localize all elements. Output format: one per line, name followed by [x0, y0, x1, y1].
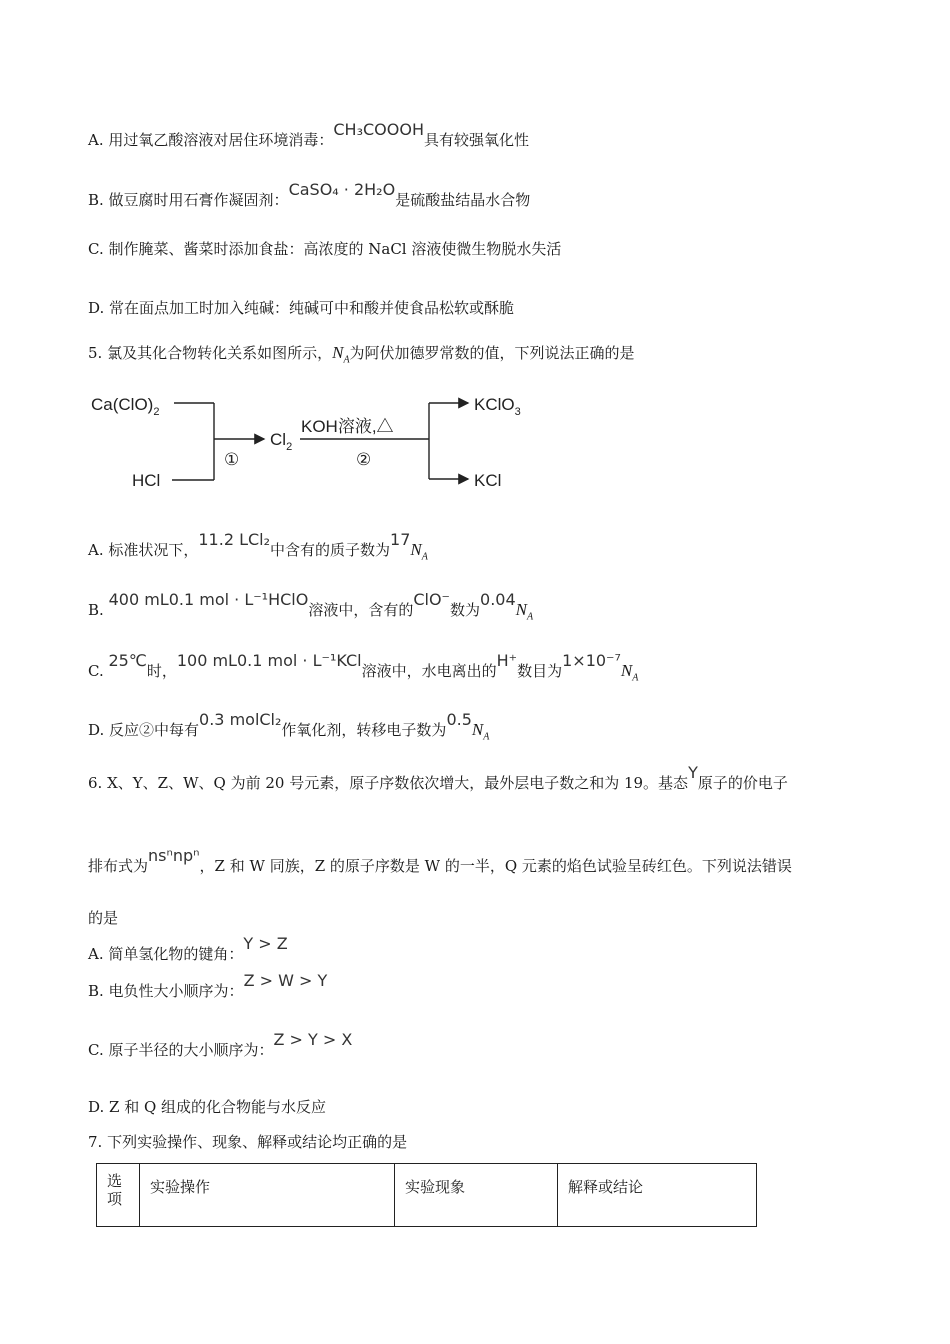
avogadro-symbol: $N_A$ [410, 540, 428, 563]
q6-option-d: D. Z 和 Q 组成的化合物能与水反应 [88, 1098, 327, 1116]
header-option: 选项 [97, 1164, 140, 1227]
q7-stem: 7. 下列实验操作、现象、解释或结论均正确的是 [88, 1133, 408, 1151]
q5-option-d: D. 反应②中每有0.3 molCl₂作氧化剂，转移电子数为$0.5N_A$ [88, 710, 490, 743]
q6-option-c: C. 原子半径的大小顺序为：Z > Y > X [88, 1030, 353, 1059]
q7-table [96, 1163, 757, 1227]
q6-option-a: A. 简单氢化物的键角：Y > Z [88, 934, 288, 963]
q4-option-a: A. 用过氧乙酸溶液对居住环境消毒：CH₃COOOH具有较强氧化性 [88, 120, 529, 149]
avogadro-symbol: $N_A$ [332, 343, 350, 366]
reactant-hcl: HCl [132, 471, 161, 490]
step2-label: ② [356, 450, 372, 469]
step1-label: ① [224, 450, 240, 469]
q5-option-b: B. 400 mL0.1 mol · L⁻¹HClO溶液中，含有的ClO⁻数为$0.04N_A$ [88, 590, 534, 623]
q5-option-a: A. 标准状况下，11.2 LCl₂中含有的质子数为$17N_A$ [88, 530, 428, 563]
condition-label: KOH溶液,△ [301, 417, 394, 436]
q6-stem-line1: 6. X、Y、Z、W、Q 为前 20 号元素，原子序数依次增大，最外层电子数之和为 19。基态Y原子的价电子 [88, 763, 788, 792]
q4-option-c: C. 制作腌菜、酱菜时添加食盐：高浓度的 NaCl 溶液使微生物脱水失活 [88, 240, 562, 258]
formula-peracetic-acid: CH₃COOOH [333, 120, 424, 139]
q4-option-b: B. 做豆腐时用石膏作凝固剂：CaSO₄ · 2H₂O是硫酸盐结晶水合物 [88, 180, 531, 209]
table-header-row [97, 1164, 757, 1227]
q4-option-d: D. 常在面点加工时加入纯碱：纯碱可中和酸并使食品松软或酥脆 [88, 299, 515, 317]
product-kcl: KCl [474, 471, 502, 490]
q6-option-b: B. 电负性大小顺序为：Z > W > Y [88, 971, 328, 1000]
avogadro-symbol: $N_A$ [620, 661, 639, 684]
avogadro-symbol: $N_A$ [515, 600, 534, 623]
reactant-calcium-hypochlorite: $Ca(ClO)_2$ [91, 395, 160, 418]
q5-stem: 5. 氯及其化合物转化关系如图所示，$N_A$为阿伏加德罗常数的值，下列说法正确的是 [88, 343, 635, 366]
header-phenomenon: 实验现象 [395, 1164, 558, 1227]
q6-stem-line3: 的是 [88, 909, 119, 927]
q6-stem-line2: 排布式为nsⁿnpⁿ，Z 和 W 同族，Z 的原子序数是 W 的一半，Q 元素的焰色试验呈砖红色。下列说法错误 [88, 846, 792, 875]
intermediate-chlorine: $Cl_2$ [270, 430, 293, 453]
product-potassium-chlorate: KClO$_3$ [474, 395, 521, 418]
q5-option-c: C. 25℃时，100 mL0.1 mol · L⁻¹KCl溶液中，水电离出的H⁺数目为$1\times 10^{-7}N_A$ [88, 651, 639, 684]
formula-gypsum: CaSO₄ · 2H₂O [288, 180, 396, 199]
avogadro-symbol: $N_A$ [471, 720, 490, 743]
header-conclusion: 解释或结论 [558, 1164, 757, 1227]
chlorine-conversion-diagram [88, 385, 548, 500]
header-operation: 实验操作 [140, 1164, 395, 1227]
